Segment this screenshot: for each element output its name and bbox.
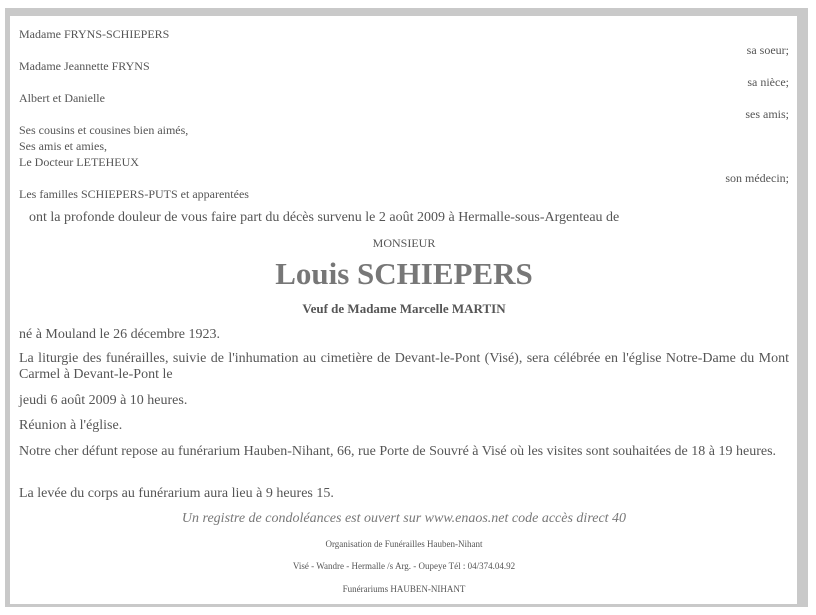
relative-name: Madame Jeannette FRYNS [19, 59, 150, 73]
relative-name: Les familles SCHIEPERS-PUTS et apparentées [19, 187, 249, 201]
relative-relation: son médecin; [725, 171, 789, 185]
relative-name: Le Docteur LETEHEUX [19, 155, 139, 169]
registry-note: Un registre de condoléances est ouvert sur www.enaos.net code accès direct 40 [181, 511, 627, 526]
honorific: MONSIEUR [372, 236, 436, 250]
widower-of: Veuf de Madame Marcelle MARTIN [302, 301, 506, 316]
deceased-name: Louis SCHIEPERS [275, 256, 533, 291]
liturgy-paragraph: La liturgie des funérailles, suivie de l'inhumation au cimetière de Devant-le-Pont (Visé), sera célébrée en l'église Notre-Dame du Mont Carmel à Devant-le-Pont le [19, 351, 789, 382]
visits-paragraph: Notre cher défunt repose au funérarium Hauben-Nihant, 66, rue Porte de Souvré à Visé où les visites sont souhaitées de 18 à 19 heures. [19, 444, 777, 459]
relative-name: Ses cousins et cousines bien aimés, [19, 123, 189, 137]
relative-name: Madame FRYNS-SCHIEPERS [19, 27, 170, 41]
meeting-paragraph: Réunion à l'église. [19, 418, 123, 433]
departure-paragraph: La levée du corps au funérarium aura lieu à 9 heures 15. [19, 486, 334, 501]
obituary-card [10, 16, 797, 604]
date-paragraph: jeudi 6 août 2009 à 10 heures. [19, 393, 188, 408]
footer-locations: Visé - Wandre - Hermalle /s Arg. - Oupeye Tél : 04/374.04.92 [292, 561, 516, 571]
announcement-text: ont la profonde douleur de vous faire part du décès survenu le 2 août 2009 à Hermalle-sous-Argenteau de [29, 210, 620, 225]
relative-name: Ses amis et amies, [19, 139, 107, 153]
footer-organisation: Organisation de Funérailles Hauben-Nihant [325, 539, 483, 549]
footer-funerariums: Funérariums HAUBEN-NIHANT [342, 584, 466, 594]
birth-paragraph: né à Mouland le 26 décembre 1923. [19, 327, 220, 342]
relative-relation: sa nièce; [747, 75, 789, 89]
relative-name: Albert et Danielle [19, 91, 105, 105]
relative-relation: sa soeur; [746, 43, 789, 57]
relative-relation: ses amis; [745, 107, 789, 121]
